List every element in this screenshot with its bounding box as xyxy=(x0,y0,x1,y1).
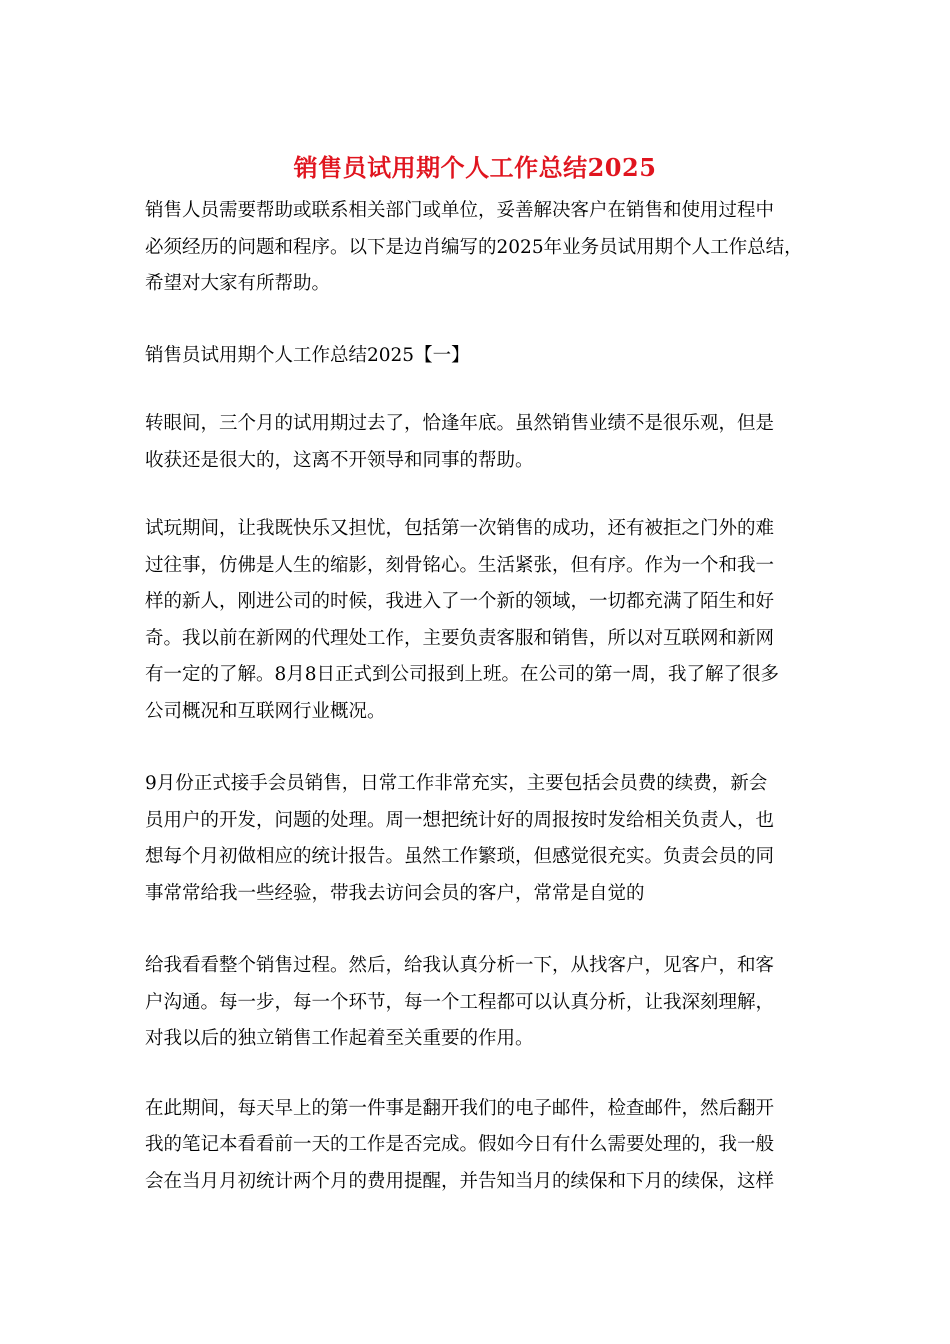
paragraph-5-line-1: 在此期间，每天早上的第一件事是翻开我们的电子邮件，检查邮件，然后翻开 xyxy=(145,1098,775,1119)
intro-line-2: 必须经历的问题和程序。以下是边肖编写的2025年业务员试用期个人工作总结， xyxy=(145,237,803,258)
document-title: 销售员试用期个人工作总结2025 xyxy=(293,153,657,182)
paragraph-1-line-2: 收获还是很大的，这离不开领导和同事的帮助。 xyxy=(145,450,534,471)
paragraph-3-line-2: 员用户的开发，问题的处理。周一想把统计好的周报按时发给相关负责人，也 xyxy=(145,810,775,831)
paragraph-4-line-3: 对我以后的独立销售工作起着至关重要的作用。 xyxy=(145,1028,534,1049)
paragraph-4-line-2: 户沟通。每一步，每一个环节，每一个工程都可以认真分析，让我深刻理解， xyxy=(145,992,775,1013)
paragraph-3-line-1: 9月份正式接手会员销售，日常工作非常充实，主要包括会员费的续费，新会 xyxy=(145,773,768,794)
paragraph-2-line-6: 公司概况和互联网行业概况。 xyxy=(145,701,386,722)
paragraph-2-line-5: 有一定的了解。8月8日正式到公司报到上班。在公司的第一周，我了解了很多 xyxy=(145,664,780,685)
paragraph-4-line-1: 给我看看整个销售过程。然后，给我认真分析一下，从找客户，见客户，和客 xyxy=(145,955,775,976)
paragraph-2-line-4: 奇。我以前在新网的代理处工作，主要负责客服和销售，所以对互联网和新网 xyxy=(145,628,775,649)
paragraph-3-line-4: 事常常给我一些经验，带我去访问会员的客户，常常是自觉的 xyxy=(145,883,645,904)
intro-line-1: 销售人员需要帮助或联系相关部门或单位，妥善解决客户在销售和使用过程中 xyxy=(145,200,775,221)
section-heading: 销售员试用期个人工作总结2025【一】 xyxy=(145,345,470,366)
paragraph-2-line-2: 过往事，仿佛是人生的缩影，刻骨铭心。生活紧张，但有序。作为一个和我一 xyxy=(145,555,775,576)
intro-line-3: 希望对大家有所帮助。 xyxy=(145,273,331,294)
paragraph-2-line-1: 试玩期间，让我既快乐又担忧，包括第一次销售的成功，还有被拒之门外的难 xyxy=(145,518,775,539)
paragraph-2-line-3: 样的新人，刚进公司的时候，我进入了一个新的领域，一切都充满了陌生和好 xyxy=(145,591,775,612)
paragraph-5-line-3: 会在当月月初统计两个月的费用提醒，并告知当月的续保和下月的续保，这样 xyxy=(145,1171,775,1192)
paragraph-1-line-1: 转眼间，三个月的试用期过去了，恰逢年底。虽然销售业绩不是很乐观，但是 xyxy=(145,413,775,434)
paragraph-3-line-3: 想每个月初做相应的统计报告。虽然工作繁琐，但感觉很充实。负责会员的同 xyxy=(145,846,775,867)
paragraph-5-line-2: 我的笔记本看看前一天的工作是否完成。假如今日有什么需要处理的，我一般 xyxy=(145,1134,775,1155)
